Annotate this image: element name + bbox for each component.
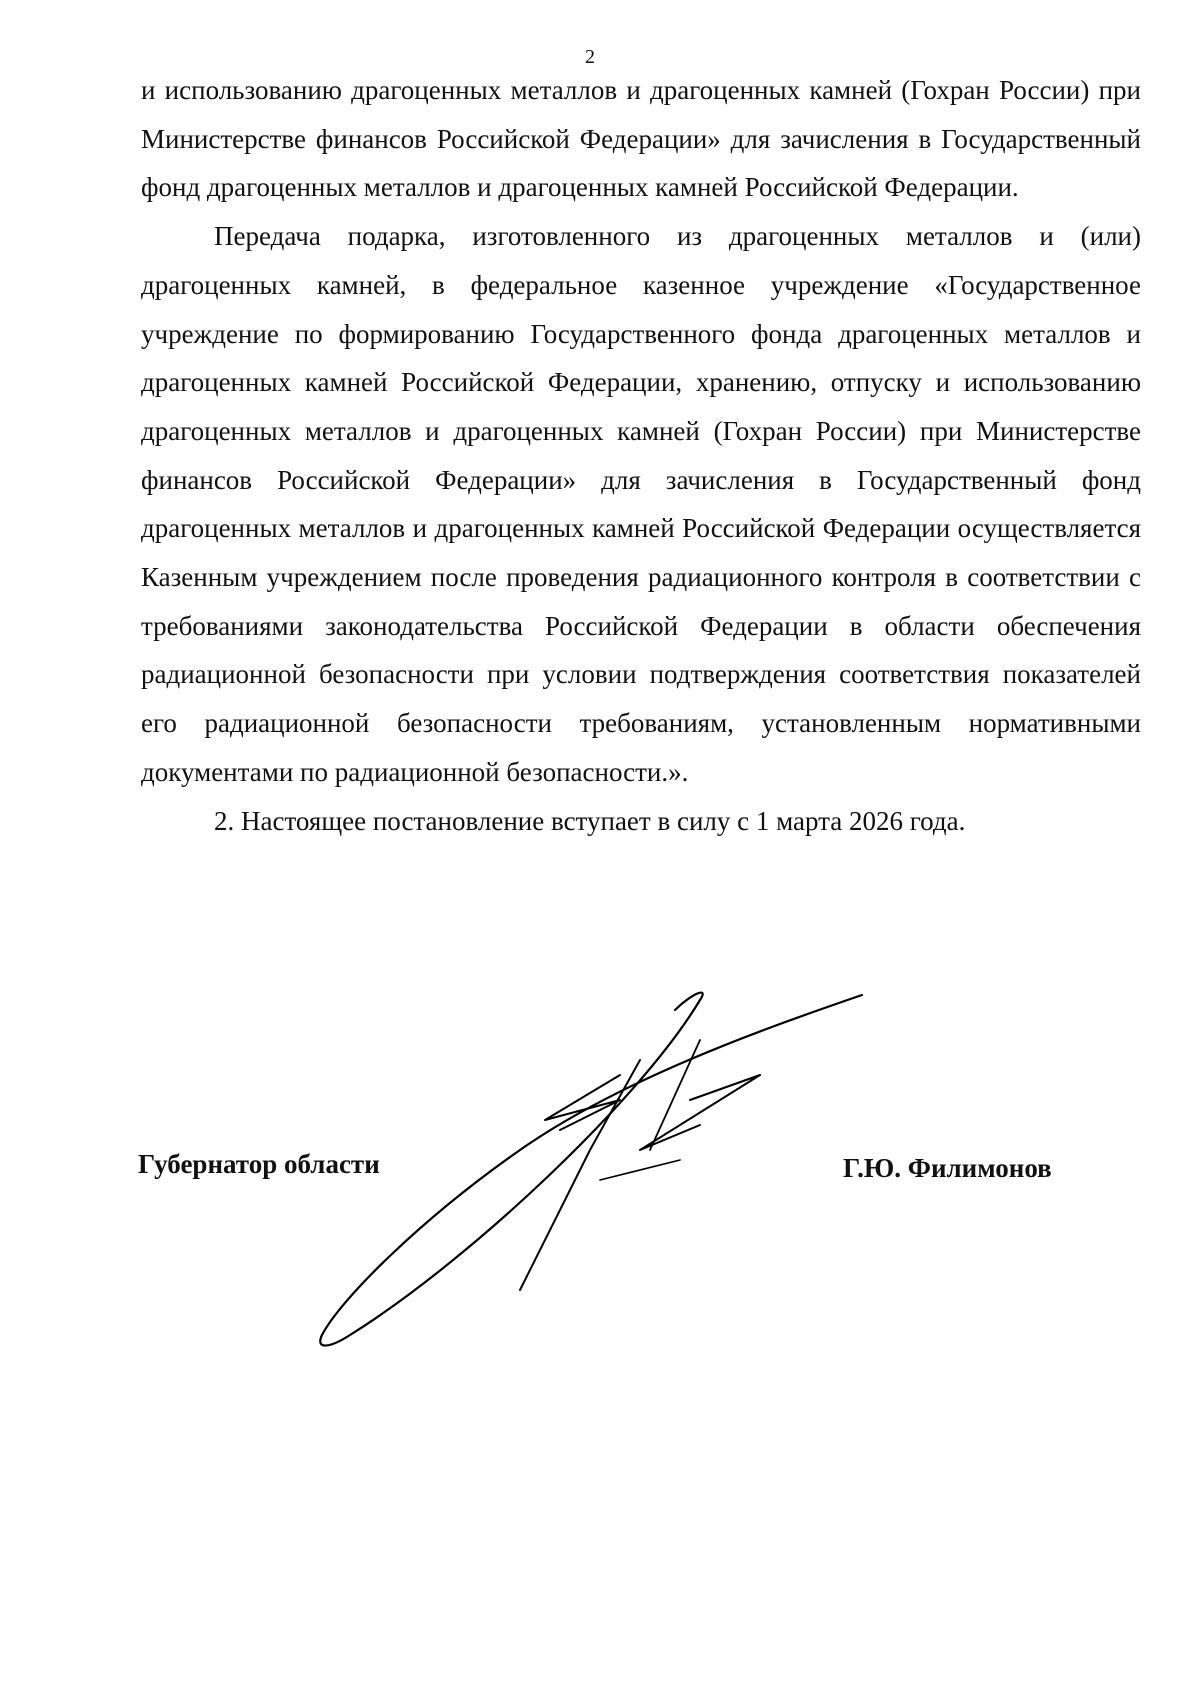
paragraph-gift-transfer: Передача подарка, изготовленного из драгоценных металлов и (или) драгоценных камней, в федеральное казенное учреждение «Государственное учреждение по формированию Государственного фонда драгоценных металлов и драгоценных камней Российской Федерации, хранению, отпуску и использованию драгоценных металлов и драгоценных камней (Гохран России) при Министерстве финансов Российской Федерации» для зачисления в Государственный фонд драгоценных металлов и драгоценных камней Российской Федерации осуществляется Казенным учреждением после проведения радиационного контроля в соответствии с требованиями законодательства Российской Федерации в области обеспечения радиационной безопасности при условии подтверждения соответствия показателей его радиационной безопасности требованиям, установленным нормативными документами по радиационной безопасности.».	[141, 221, 1141, 787]
page-number: 2	[585, 46, 595, 68]
signer-position: Губернатор области	[138, 1149, 380, 1179]
paragraph-continuation: и использованию драгоценных металлов и драгоценных камней (Гохран России) при Министерстве финансов Российской Федерации» для зачисления в Государственный фонд драгоценных металлов и драгоценных камней Российской Федерации.	[141, 75, 1141, 203]
paragraph-effective-date: 2. Настоящее постановление вступает в силу с 1 марта 2026 года.	[214, 805, 966, 836]
signer-name: Г.Ю. Филимонов	[843, 1153, 1052, 1183]
